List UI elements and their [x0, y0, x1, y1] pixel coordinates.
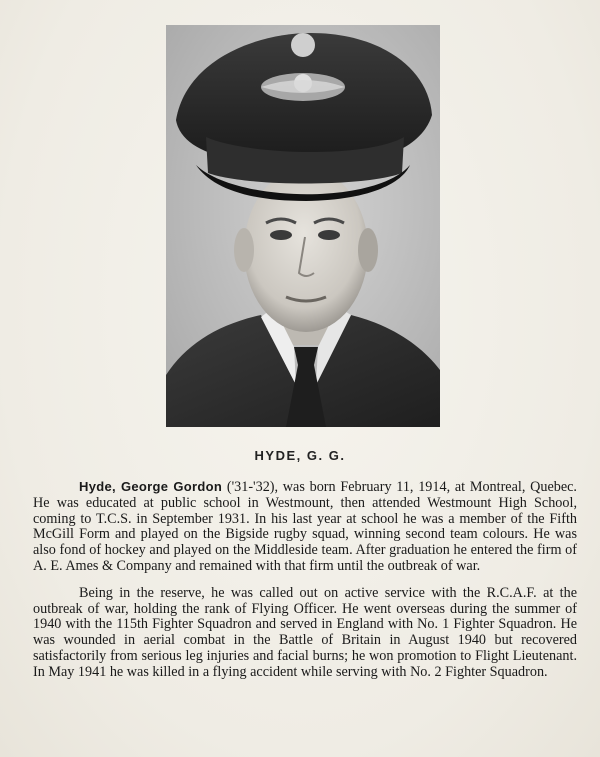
biography-text	[33, 479, 577, 692]
portrait-photo	[166, 25, 440, 427]
paragraph-2	[33, 586, 577, 681]
portrait-illustration	[166, 25, 440, 427]
caption-name: HYDE, G. G.	[254, 448, 346, 463]
paragraph-2-text: Being in the reserve, he was called out on active service with the R.C.A.F. at the outbreak of war, holding the rank of Flying Officer. He went overseas during the summer of 1940 with the 115th Fighter Squadron and served in England with No. 1 Fighter Squadron. He was wounded in aerial combat in the Battle of Britain in August 1940 but recovered satisfactorily from serious leg injuries and facial burns; he won promotion to Flight Lieutenant. In May 1941 he was killed in a flying accident while serving with No. 2 Fighter Squadron.	[33, 584, 577, 680]
paragraph-1	[33, 479, 577, 575]
subject-name: Hyde, George Gordon	[79, 479, 223, 494]
paragraph-1-text: ('31-'32), was born February 11, 1914, at Montreal, Quebec. He was educated at public school in Westmount, then attended Westmount High School, coming to T.C.S. in September 1931. In his last year at school he was a member of the Fifth McGill Form and played on the Bigside rugby squad, winning second team colours. He was also fond of hockey and played on the Middleside team. After graduation he entered the firm of A. E. Ames & Company and remained with that firm until the outbreak of war.	[33, 479, 577, 574]
